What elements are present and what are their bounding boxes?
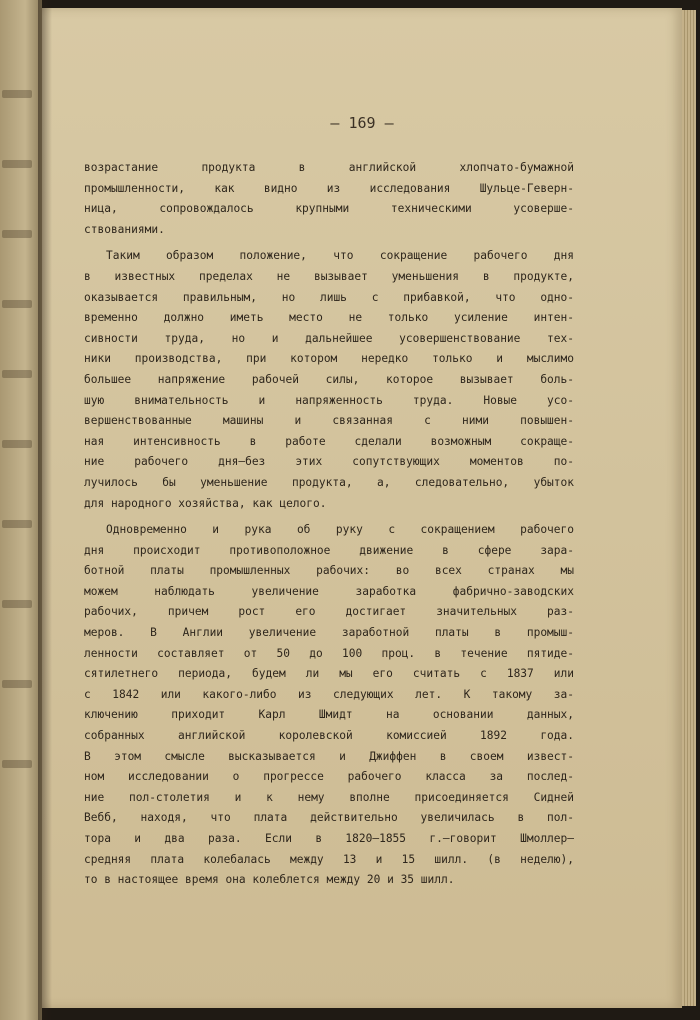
paragraph [84,246,574,514]
text-line: можем наблюдать увеличение заработка фабрично-заводских [84,584,574,598]
text-line: для народного хозяйства, как целого. [84,496,327,510]
text-line: собранных английской королевской комиссией 1892 года. [84,729,574,743]
page-body-text [84,158,574,897]
text-line: промышленности, как видно из исследования Шульце-Геверн- [84,181,574,195]
text-line: ботной платы промышленных рабочих: во всех странах мы [84,564,574,578]
text-line: Вебб, находя, что плата действительно увеличилась в пол- [84,811,574,825]
text-line: в известных пределах не вызывает уменьшения в продукте, [84,269,574,283]
paragraph [84,520,574,891]
text-line: ние пол-столетия и к нему вполне присоединяется Сидней [84,790,574,804]
text-line: Одновременно и рука об руку с сокращением рабочего [106,523,574,537]
text-line: тора и два раза. Если в 1820—1855 г.—говорит Шмоллер— [84,832,574,845]
text-line: Таким образом положение, что сокращение рабочего дня [106,249,574,263]
text-line: ном исследовании о прогрессе рабочего класса за послед- [84,770,574,784]
text-line: сивности труда, но и дальнейшее усовершенствование тех- [84,331,574,345]
text-line: с 1842 или какого-либо из следующих лет. К такому за- [84,687,574,701]
text-line: оказывается правильным, но лишь с прибавкой, что одно- [84,290,574,304]
text-line: ники производства, при котором нередко только и мыслимо [84,352,574,366]
text-line: шую внимательность и напряженность труда. Новые усо- [84,393,574,407]
text-line: В этом смысле высказывается и Джиффен в своем извест- [84,749,574,763]
text-line: ница, сопровождалось крупными техническими усоверше- [84,202,574,216]
text-line: меров. В Англии увеличение заработной платы в промыш- [84,626,574,640]
text-line: ствованиями. [84,222,165,236]
text-line: ная интенсивность в работе сделали возможным сокраще- [84,434,574,448]
left-page-edge [0,0,42,1020]
text-line: большее напряжение рабочей силы, которое вызывает боль- [84,372,574,386]
text-line: вершенствованные машины и связанная с ними повышен- [84,414,574,428]
text-line: сятилетнего периода, будем ли мы его считать с 1837 или [84,667,574,681]
text-line: ключению приходит Карл Шмидт на основании данных, [84,708,574,722]
text-line: дня происходит противоположное движение в сфере зара- [84,543,574,557]
book-page [42,8,682,1008]
text-line: лучилось бы уменьшение продукта, а, следовательно, убыток [84,475,574,489]
paragraph [84,158,574,240]
page-number: — 169 — [330,114,394,132]
spine-shadow [38,0,52,1020]
text-line: средняя плата колебалась между 13 и 15 шилл. (в неделю), [84,852,574,866]
text-line: рабочих, причем рост его достигает значительных раз- [84,605,574,619]
text-line: ние рабочего дня—без этих сопутствующих моментов по- [84,455,574,469]
text-line: ленности составляет от 50 до 100 проц. в течение пятиде- [84,646,574,660]
page-stack-edge [682,10,696,1006]
text-line: временно должно иметь место не только усиление интен- [84,311,574,325]
text-line: то в настоящее время она колеблется между 20 и 35 шилл. [84,873,455,887]
text-line: возрастание продукта в английской хлопчато-бумажной [84,161,574,174]
